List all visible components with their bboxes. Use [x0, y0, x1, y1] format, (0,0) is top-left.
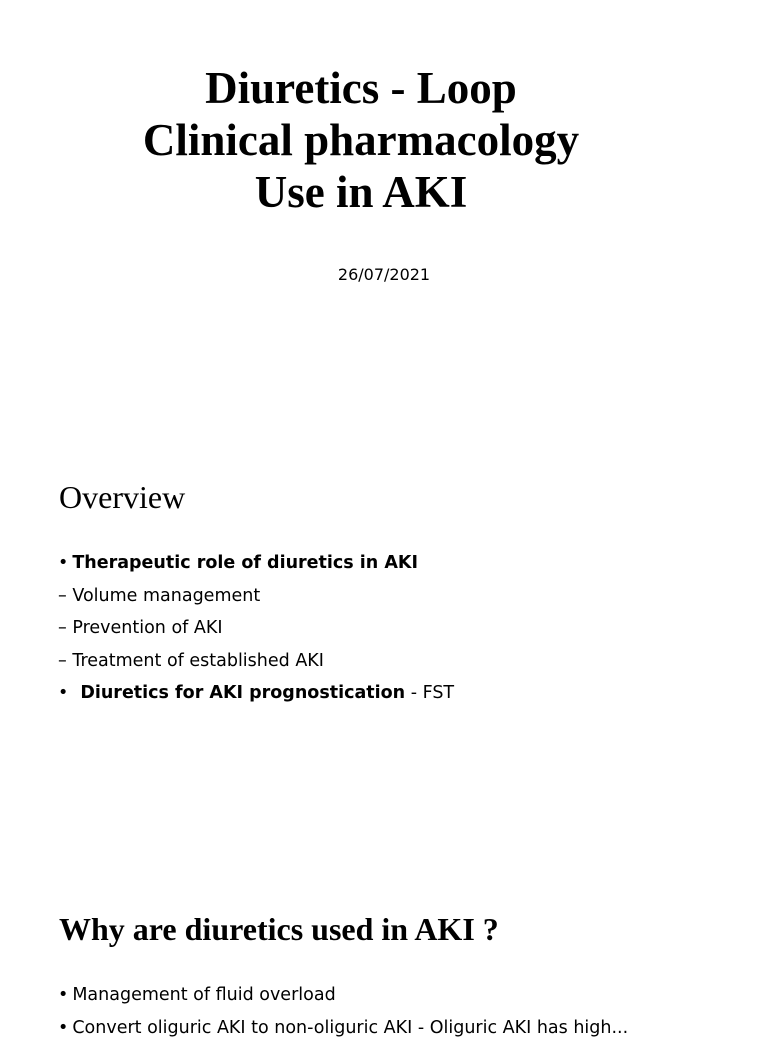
bullet-marker: • [58, 683, 68, 703]
list-item [58, 677, 454, 710]
why-list [58, 979, 628, 1044]
list-item [58, 979, 628, 1012]
list-item [58, 1012, 628, 1044]
why-heading: Why are diuretics used in AKI ? [59, 910, 499, 948]
list-item-text: Management of fluid overload [72, 985, 335, 1005]
dash-marker: – [58, 586, 67, 606]
bullet-marker: • [58, 553, 68, 573]
overview-heading: Overview [59, 478, 185, 516]
dash-marker: – [58, 651, 67, 671]
list-item-text: Prevention of AKI [72, 618, 222, 638]
dash-marker: – [58, 618, 67, 638]
list-item-text: - FST [405, 683, 454, 703]
bullet-marker: • [58, 1018, 68, 1038]
list-item-text: Convert oliguric AKI to non-oliguric AKI - Oliguric AKI has high... [72, 1018, 628, 1038]
slide-title [0, 62, 722, 218]
list-item-bold-text: Therapeutic role of diuretics in AKI [72, 553, 418, 573]
slide-date: 26/07/2021 [0, 265, 768, 285]
list-item-text: Treatment of established AKI [72, 651, 324, 671]
list-item [58, 612, 454, 645]
overview-list [58, 547, 454, 710]
list-item-bold-text: Diuretics for AKI prognostication [80, 683, 405, 703]
list-item-text: Volume management [72, 586, 260, 606]
title-line-1: Diuretics - Loop [0, 62, 722, 114]
title-line-3: Use in AKI [0, 166, 722, 218]
list-item [58, 547, 454, 580]
list-item [58, 645, 454, 678]
title-line-2: Clinical pharmacology [0, 114, 722, 166]
bullet-marker: • [58, 985, 68, 1005]
list-item [58, 580, 454, 613]
